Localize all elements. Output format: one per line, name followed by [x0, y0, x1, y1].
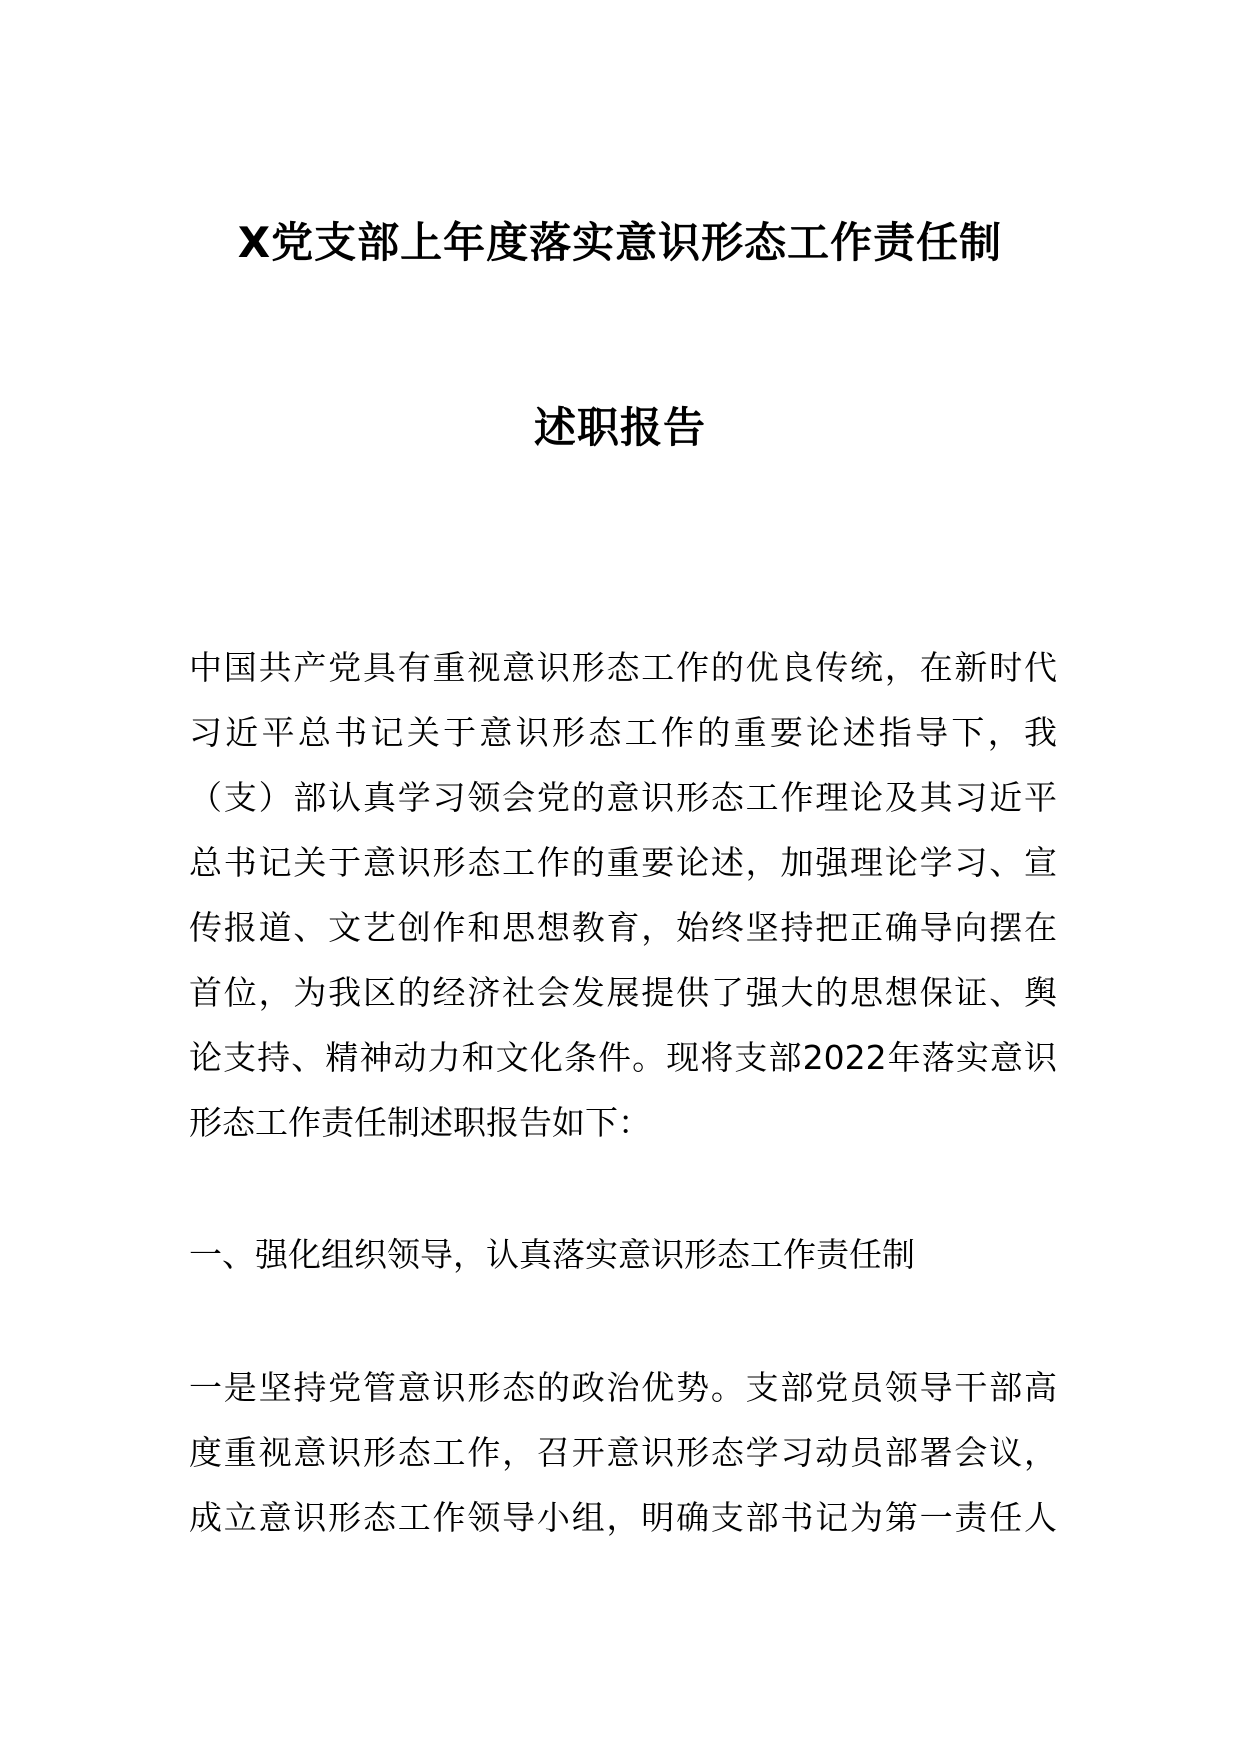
paragraph-line: 形态工作责任制述职报告如下： [189, 1103, 651, 1142]
paragraph-line: 总书记关于意识形态工作的重要论述，加强理论学习、宣 [189, 843, 1057, 882]
paragraph-line: 度重视意识形态工作，召开意识形态学习动员部署会议， [189, 1433, 1057, 1472]
document-subtitle: 述职报告 [533, 403, 706, 452]
paragraph-line: 传报道、文艺创作和思想教育，始终坚持把正确导向摆在 [189, 908, 1057, 947]
document-title: X党支部上年度落实意识形态工作责任制 [237, 218, 1003, 267]
paragraph-line: 论支持、精神动力和文化条件。现将支部2022年落实意识 [189, 1038, 1057, 1077]
paragraph-line: 首位，为我区的经济社会发展提供了强大的思想保证、舆 [189, 973, 1057, 1012]
paragraph-line: 中国共产党具有重视意识形态工作的优良传统，在新时代 [189, 648, 1057, 687]
paragraph-line: 习近平总书记关于意识形态工作的重要论述指导下，我 [189, 713, 1057, 752]
paragraph-line: 一是坚持党管意识形态的政治优势。支部党员领导干部高 [189, 1368, 1057, 1407]
paragraph-line: 成立意识形态工作领导小组，明确支部书记为第一责任人 [189, 1498, 1057, 1537]
paragraph-line: （支）部认真学习领会党的意识形态工作理论及其习近平 [189, 778, 1057, 817]
section-heading: 一、强化组织领导，认真落实意识形态工作责任制 [189, 1235, 915, 1274]
